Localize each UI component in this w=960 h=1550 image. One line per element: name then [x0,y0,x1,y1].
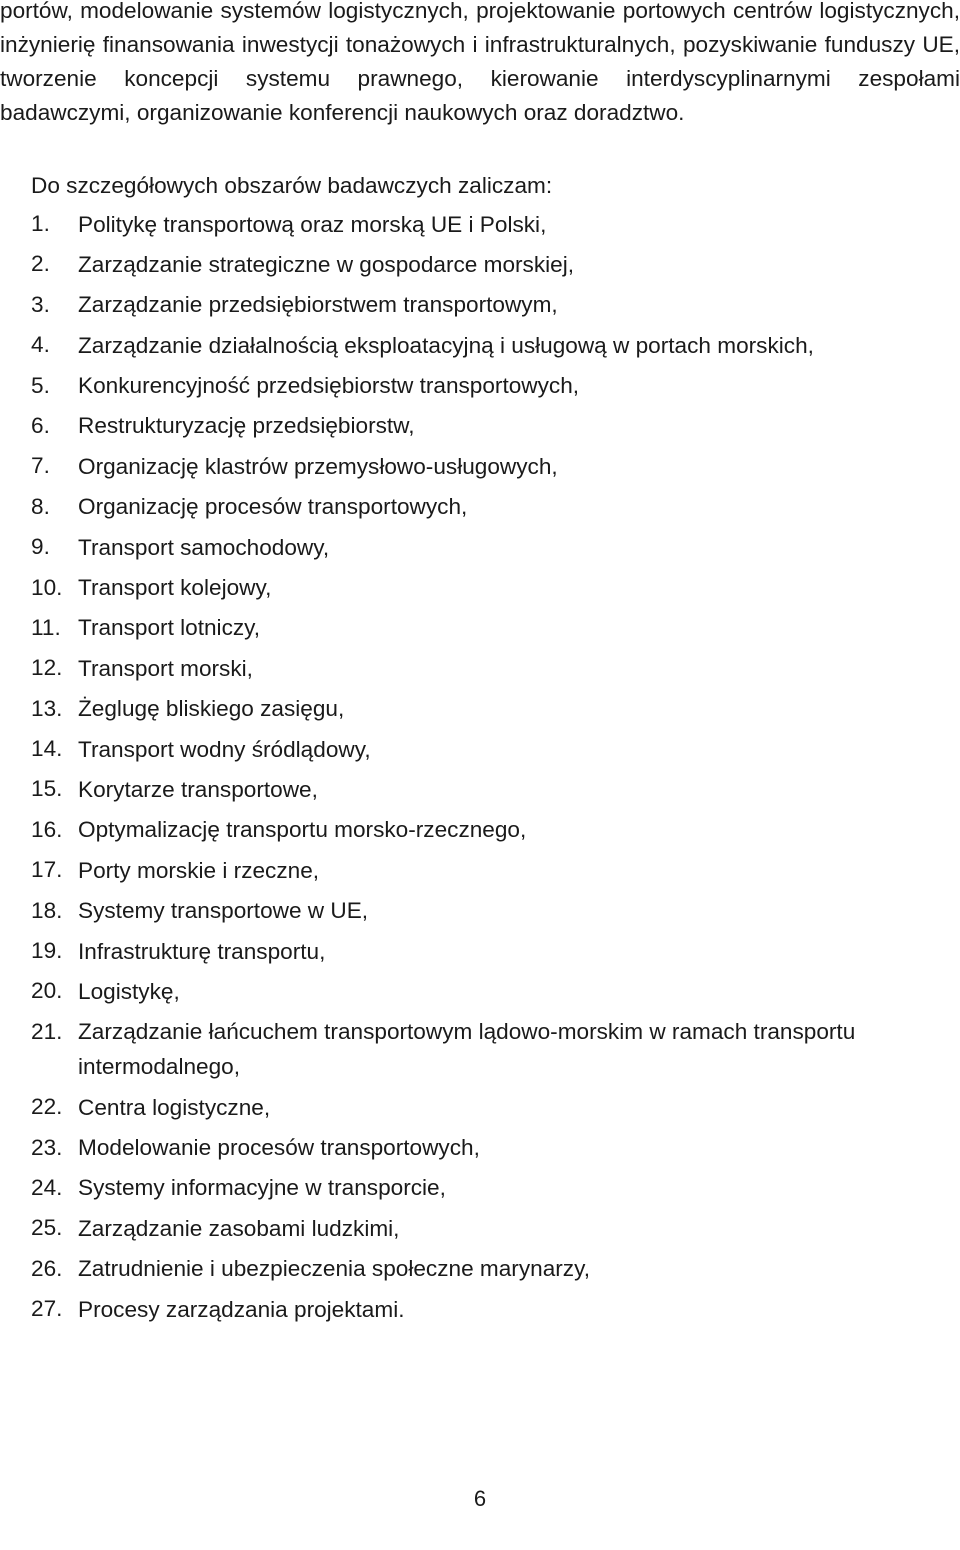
list-item [0,653,960,686]
list-item-number: 3. [31,291,50,317]
list-item-number: 13. [31,695,63,721]
list-item [0,734,960,767]
list-item [0,694,960,727]
list-item [0,1133,960,1166]
list-item-text: Konkurencyjność przedsiębiorstw transportowych, [78,373,580,399]
list-item-number: 11. [31,614,61,640]
list-item-number: 26. [31,1255,63,1281]
list-item [0,815,960,848]
list-item-number: 10. [31,574,63,600]
list-item-text: Centra logistyczne, [78,1094,271,1120]
list-item-text: Systemy transportowe w UE, [78,898,369,924]
list-item-number: 14. [31,736,63,762]
list-item [0,613,960,646]
list-item-text: Zarządzanie przedsiębiorstwem transportowym, [78,292,558,318]
list-item-number: 9. [31,534,50,560]
list-item [0,1213,960,1246]
list-item-number: 2. [31,251,50,277]
list-item-text: Zarządzanie łańcuchem transportowym lądowo-morskim w ramach transportu intermodalnego, [78,1019,856,1080]
list-item-number: 1. [31,211,50,236]
list-item-text: Restrukturyzację przedsiębiorstw, [78,413,415,439]
list-item-text: Porty morskie i rzeczne, [78,857,320,883]
list-item-text: Infrastrukturę transportu, [78,938,326,964]
list-item-number: 6. [31,412,50,438]
list-item-text: Systemy informacyjne w transporcie, [78,1175,446,1201]
list-item-text: Logistykę, [78,978,180,1004]
list-item-number: 5. [31,372,50,398]
list-item [0,1254,960,1287]
list-item-text: Politykę transportową oraz morską UE i Polski, [78,211,547,237]
research-areas-list [0,209,960,1335]
list-item-text: Transport kolejowy, [78,575,272,601]
list-item-number: 16. [31,816,63,842]
list-item-number: 19. [31,938,63,964]
list-item [0,1017,960,1085]
list-item-text: Zarządzanie strategiczne w gospodarce morskiej, [78,251,575,277]
list-lead: Do szczegółowych obszarów badawczych zaliczam: [31,173,553,198]
list-item [0,855,960,888]
list-item-number: 24. [31,1174,63,1200]
list-item [0,411,960,444]
list-item [0,1173,960,1206]
list-item [0,936,960,969]
list-item [0,290,960,323]
list-item-text: Modelowanie procesów transportowych, [78,1135,480,1161]
list-item [0,573,960,606]
list-item-text: Transport morski, [78,655,253,681]
list-item [0,371,960,404]
list-item-number: 8. [31,493,50,519]
list-item-text: Korytarze transportowe, [78,776,318,802]
list-item-text: Transport wodny śródlądowy, [78,736,371,762]
list-item-text: Organizację klastrów przemysłowo-usługowych, [78,453,558,479]
list-item-number: 7. [31,453,50,479]
list-item-text: Procesy zarządzania projektami. [78,1296,405,1322]
list-item-number: 18. [31,897,63,923]
list-item-text: Transport samochodowy, [78,534,330,560]
list-item-text: Zarządzanie zasobami ludzkimi, [78,1215,400,1241]
list-item [0,492,960,525]
list-item-text: Organizację procesów transportowych, [78,494,468,520]
list-item [0,774,960,807]
list-item-number: 20. [31,978,63,1004]
page-number: 6 [473,1486,487,1511]
list-item-number: 22. [31,1094,63,1120]
list-item-text: Optymalizację transportu morsko-rzecznego, [78,817,527,843]
list-item [0,532,960,565]
list-item-text: Zarządzanie działalnością eksploatacyjną i usługową w portach morskich, [78,332,814,358]
intro-paragraph: portów, modelowanie systemów logistycznych, projektowanie portowych centrów logistycznych, inżynierię finansowania inwestycji tonażowych i infrastrukturalnych, pozyskiwanie funduszy UE, tworzenie koncepcji systemu prawnego, kierowanie interdyscyplinarnymi zespołami badawczymi, organizowanie konferencji naukowych oraz doradztwo. [0,0,960,125]
list-item-number: 25. [31,1215,63,1241]
list-item-number: 15. [31,776,63,802]
list-item [0,451,960,484]
list-item-number: 17. [31,857,63,883]
list-item-text: Żeglugę bliskiego zasięgu, [78,696,345,722]
list-item [0,1092,960,1125]
list-item [0,896,960,929]
list-item [0,330,960,363]
list-item-number: 23. [31,1134,63,1160]
list-item-number: 4. [31,332,50,358]
list-item [0,1294,960,1327]
list-item-number: 27. [31,1296,63,1322]
list-item-text: Zatrudnienie i ubezpieczenia społeczne marynarzy, [78,1256,590,1282]
list-item [0,209,960,242]
list-item-number: 12. [31,655,63,681]
list-item-number: 21. [31,1018,63,1044]
list-item [0,976,960,1009]
list-item [0,249,960,282]
list-item-text: Transport lotniczy, [78,615,261,641]
